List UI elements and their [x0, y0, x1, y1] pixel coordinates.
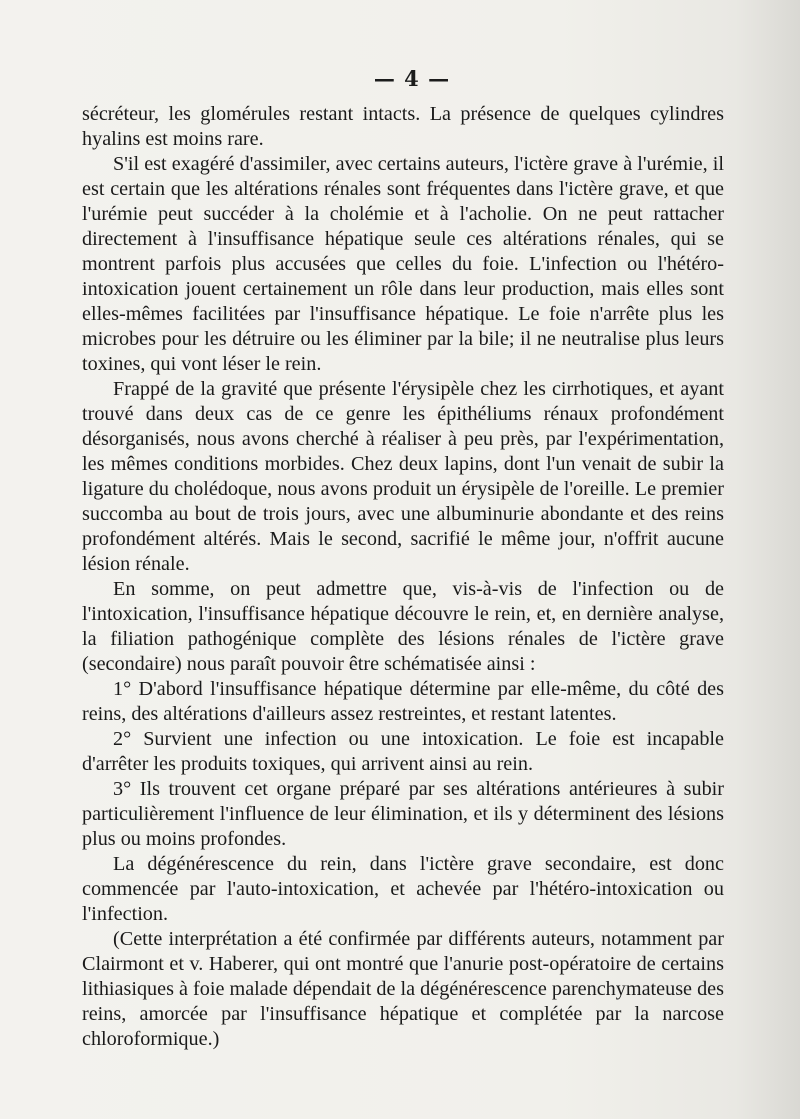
body-text — [82, 102, 724, 1052]
list-item-1: 1° D'abord l'insuffisance hépatique détermine par elle-même, du côté des reins, des altérations d'ailleurs assez restreintes, et restant latentes. — [82, 678, 724, 725]
paragraph-4: En somme, on peut admettre que, vis-à-vis de l'infection ou de l'intoxication, l'insuffisance hépatique découvre le rein, et, en dernière analyse, la filiation pathogénique complète des lésions rénales de l'ictère grave (secondaire) nous paraît pouvoir être schématisée ainsi : — [82, 578, 724, 675]
paragraph-5: La dégénérescence du rein, dans l'ictère grave secondaire, est donc commencée par l'auto-intoxication, et achevée par l'hétéro-intoxication ou l'infection. — [82, 853, 724, 925]
paragraph-3: Frappé de la gravité que présente l'érysipèle chez les cirrhotiques, et ayant trouvé dans deux cas de ce genre les épithéliums rénaux profondément désorganisés, nous avons cherché à réaliser à peu près, par l'expérimentation, les mêmes conditions morbides. Chez deux lapins, dont l'un venait de subir la ligature du cholédoque, nous avons produit un érysipèle de l'oreille. Le premier succomba au bout de trois jours, avec une albuminurie abondante et des reins profondément altérés. Mais le second, sacrifié le même jour, n'offrit aucune lésion rénale. — [82, 378, 724, 575]
paragraph-2: S'il est exagéré d'assimiler, avec certains auteurs, l'ictère grave à l'urémie, il est certain que les altérations rénales sont fréquentes dans l'ictère grave, et que l'urémie peut succéder à la cholémie et à l'acholie. On ne peut rattacher directement à l'insuffisance hépatique seule ces altérations rénales, qui se montrent parfois plus accusées que celles du foie. L'infection ou l'hétéro-intoxication jouent certainement un rôle dans leur production, mais elles sont elles-mêmes facilitées par l'insuffisance hépatique. Le foie n'arrête plus les microbes pour les détruire ou les éliminer par la bile; il ne neutralise plus leurs toxines, qui vont léser le rein. — [82, 153, 724, 375]
paragraph-1: sécréteur, les glomérules restant intacts. La présence de quelques cylindres hyalins est moins rare. — [82, 103, 724, 150]
paragraph-6: (Cette interprétation a été confirmée par différents auteurs, notamment par Clairmont et v. Haberer, qui ont montré que l'anurie post-opératoire de certains lithiasiques à foie malade dépendait de la dégénérescence parenchymateuse des reins, amorcée par l'insuffisance hépatique et complétée par la narcose chloroformique.) — [82, 928, 724, 1050]
page-number: — 4 — — [373, 66, 451, 91]
list-item-3: 3° Ils trouvent cet organe préparé par ses altérations antérieures à subir particulièrement l'influence de leur élimination, et ils y déterminent des lésions plus ou moins profondes. — [82, 778, 724, 850]
list-item-2: 2° Survient une infection ou une intoxication. Le foie est incapable d'arrêter les produits toxiques, qui arrivent ainsi au rein. — [82, 728, 724, 775]
